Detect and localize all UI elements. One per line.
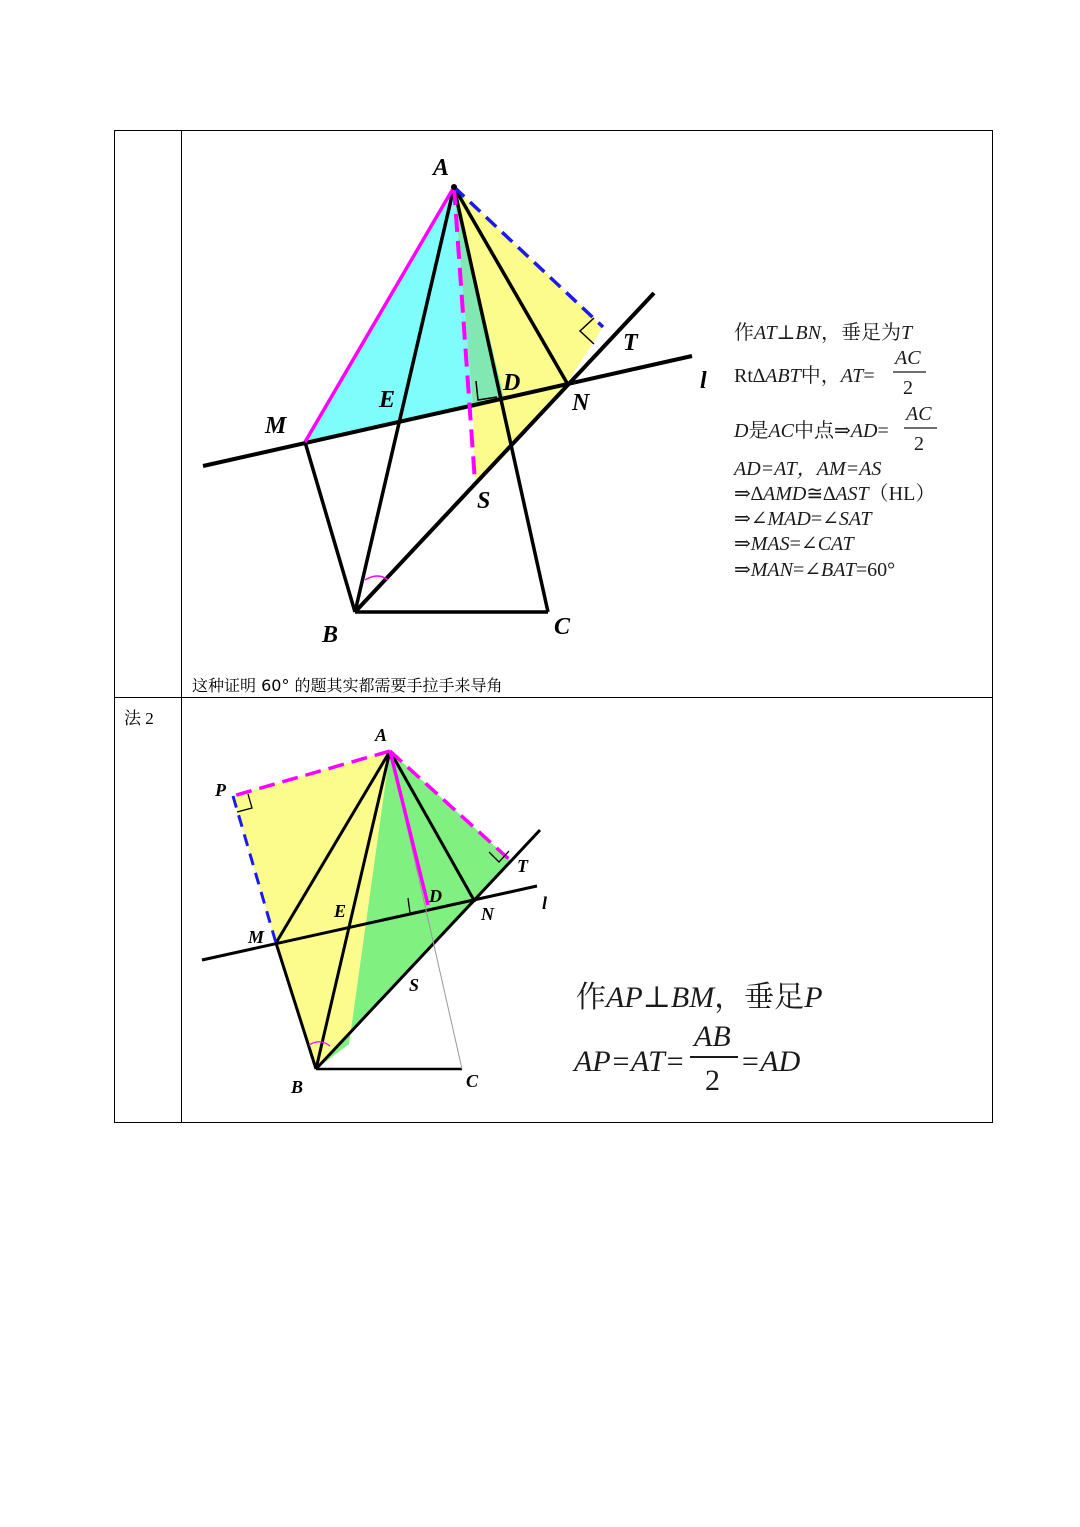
label-b-2: B [291,1077,304,1097]
label-m-2: M [248,927,265,947]
label-m: M [265,413,287,439]
label-s: S [477,488,491,514]
proof1-frac2-den: 2 [914,433,924,455]
proof-2 [572,981,823,1097]
label-c-2: C [466,1071,479,1091]
label-p-2: P [215,780,226,800]
proof1-frac1-num: AC [895,347,921,369]
proof1-frac1-den: 2 [903,377,913,399]
proof1-line6: ⇒∠MAD=∠SAT [734,508,872,530]
proof1-frac2-num: AC [906,403,932,425]
label-c: C [554,614,571,640]
proof-1 [732,321,937,581]
vertex-a-dot [451,184,457,190]
label-l: l [700,368,707,394]
proof-note: 这种证明 60° 的题其实都需要手拉手来导角 [192,676,503,695]
proof1-line5: ⇒∆AMD≅∆AST（HL） [734,483,936,505]
proof1-line1: 作AT⊥BN，垂足为T [734,322,913,344]
proof1-line3: D是AC中点⇒AD= [734,420,889,442]
row2-label: 法 2 [124,709,154,728]
label-d: D [503,370,521,396]
figure-1 [203,155,937,648]
label-d-2: D [429,886,442,906]
label-n: N [572,390,590,416]
proof2-line2-left: AP=AT= [574,1045,686,1078]
proof2-frac-num: AB [694,1020,731,1053]
proof2-frac-den: 2 [705,1064,720,1097]
label-e: E [379,387,396,413]
figure-2 [202,725,823,1097]
proof1-line2: Rt∆ABT中，AT= [734,365,875,387]
proof2-line2-right: =AD [740,1045,801,1078]
label-t-2: T [517,856,528,876]
label-a: A [433,155,450,181]
label-s-2: S [409,975,420,995]
proof2-line1: 作AP⊥BM，垂足P [576,981,823,1014]
label-l-2: l [542,893,548,913]
label-e-2: E [334,901,347,921]
label-a-2: A [375,725,388,745]
proof1-line7: ⇒MAS=∠CAT [734,533,854,555]
label-t: T [623,330,638,356]
label-b: B [322,622,339,648]
label-n-2: N [481,904,494,924]
proof1-line4: AD=AT，AM=AS [734,458,882,480]
proof1-line8: ⇒MAN=∠BAT=60° [734,559,896,581]
seg-bm [305,442,355,612]
